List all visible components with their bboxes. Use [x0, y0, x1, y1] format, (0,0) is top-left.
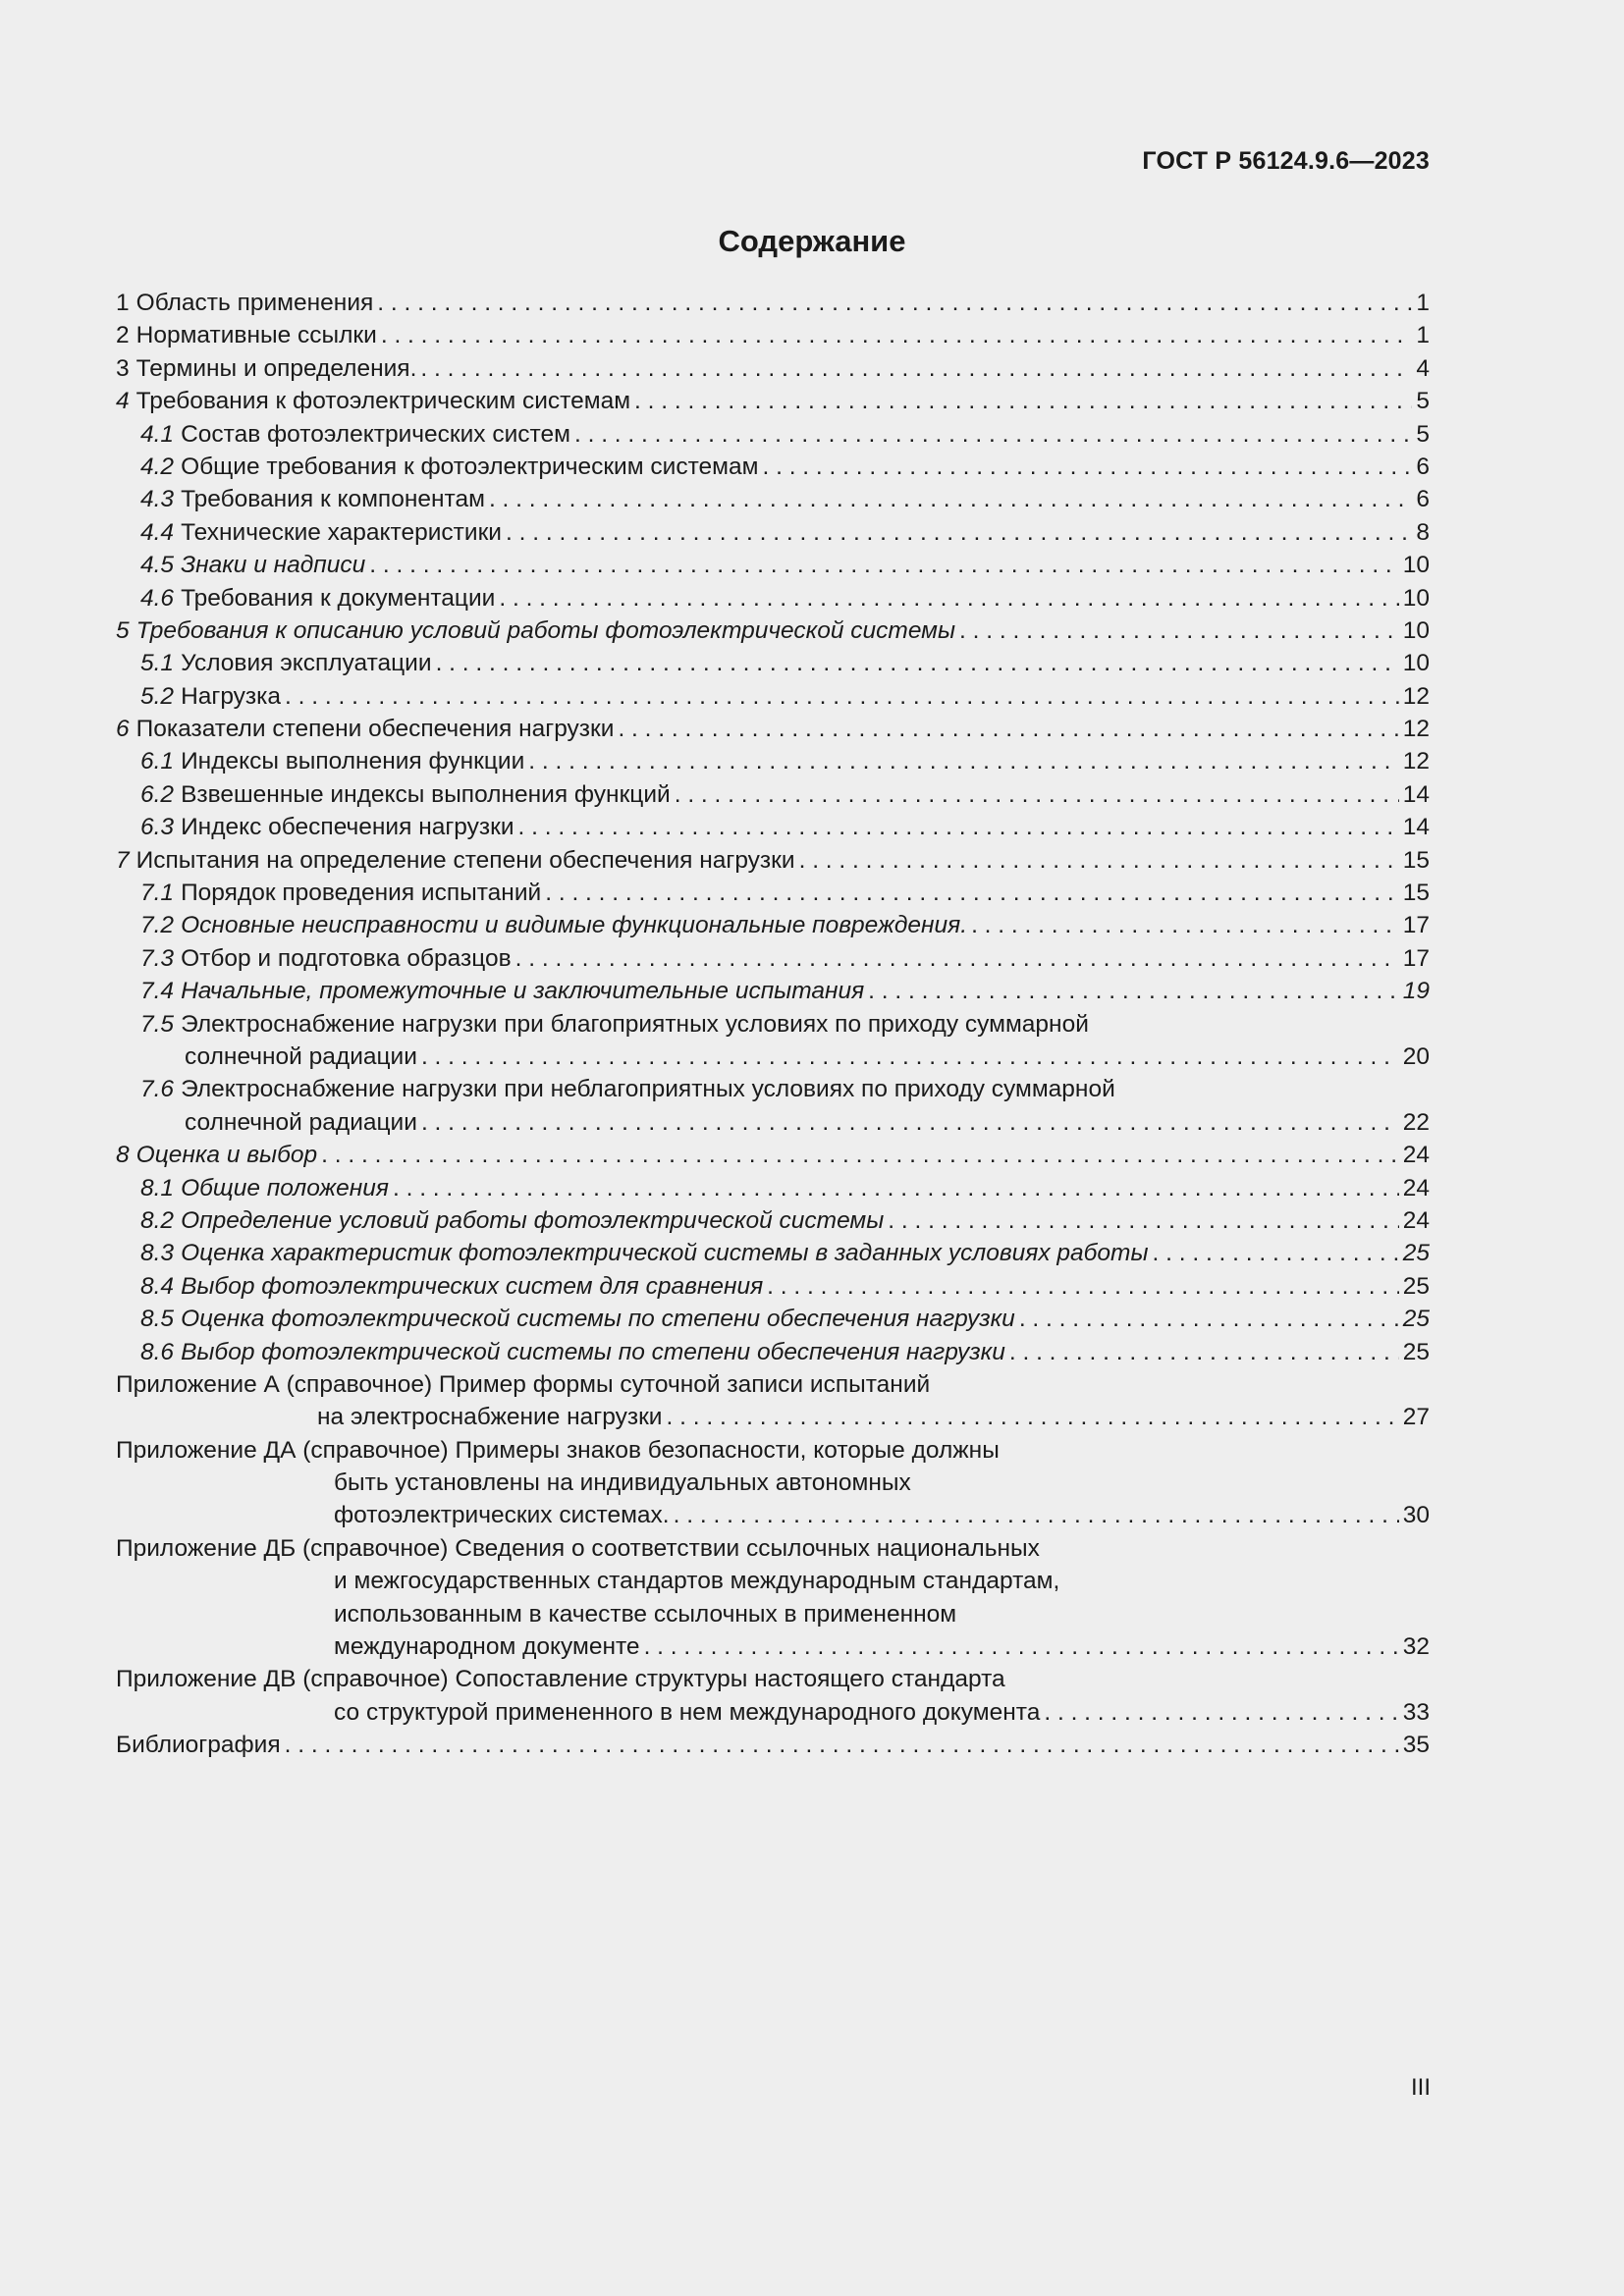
toc-entry-title: Электроснабжение нагрузки при благоприятных условиях по приходу суммарной: [181, 1010, 1089, 1038]
toc-entry-page: 24: [1402, 1174, 1430, 1201]
toc-title: Содержание: [718, 224, 906, 258]
toc-entry-title-cont: солнечной радиации: [185, 1042, 417, 1070]
toc-entry-title-cont: солнечной радиации: [185, 1108, 417, 1136]
toc-entry[interactable]: [116, 1008, 1430, 1041]
toc-entry-number: 7.1: [140, 880, 175, 907]
toc-leader-dots: [868, 975, 1399, 1007]
toc-entry-title: Требования к описанию условий работы фотоэлектрической системы: [135, 616, 955, 644]
toc-bibliography-title: Библиография: [116, 1732, 281, 1759]
toc-entry-number: 4.5: [140, 552, 175, 579]
toc-entry[interactable]: [116, 1073, 1430, 1105]
toc-entry[interactable]: [116, 713, 1430, 745]
toc-entry[interactable]: [116, 483, 1430, 515]
toc-appendix-continuation[interactable]: [116, 1499, 1430, 1531]
toc-entry-page: 1: [1416, 322, 1430, 349]
toc-entry-page: 25: [1402, 1306, 1430, 1333]
toc-entry-page: 10: [1402, 650, 1430, 677]
toc-entry-number: 5.1: [140, 650, 175, 677]
toc-entry-number: 6.3: [140, 814, 175, 841]
toc-entry-continuation[interactable]: [116, 1106, 1430, 1139]
toc-entry-number: 4.1: [140, 420, 175, 448]
toc-entry-title: Начальные, промежуточные и заключительные испытания: [181, 978, 865, 1005]
toc-entry-title: Требования к документации: [181, 584, 496, 612]
toc-entry-page: 32: [1402, 1633, 1430, 1661]
toc-entry-page: 17: [1402, 944, 1430, 972]
toc-entry-number: 8.6: [140, 1338, 175, 1365]
toc-entry-page: 27: [1402, 1404, 1430, 1431]
toc-entry-page: 8: [1416, 518, 1430, 546]
toc-appendix-title-cont: и межгосударственных стандартов международным стандартам,: [334, 1568, 1060, 1595]
toc-leader-dots: [489, 483, 1412, 515]
toc-entry-page: 35: [1402, 1732, 1430, 1759]
toc-entry-title: Область применения: [135, 290, 374, 316]
toc-entry[interactable]: [116, 614, 1430, 647]
toc-appendix-continuation[interactable]: [116, 1467, 1430, 1499]
toc-entry-number: 8: [116, 1142, 130, 1169]
toc-entry[interactable]: [116, 647, 1430, 679]
toc-entry-title: Показатели степени обеспечения нагрузки: [135, 716, 615, 743]
toc-entry[interactable]: [116, 418, 1430, 451]
toc-entry-title: Требования к компонентам: [181, 486, 485, 513]
toc-entry-page: 10: [1402, 584, 1430, 612]
toc-appendix-title-cont: фотоэлектрических системах.: [334, 1502, 670, 1529]
toc-entry-number: 7.4: [140, 978, 175, 1005]
toc-appendix-title-cont: использованным в качестве ссылочных в примененном: [334, 1600, 957, 1628]
toc-leader-dots: [377, 287, 1412, 319]
toc-entry-page: 12: [1402, 716, 1430, 743]
toc-entry[interactable]: [116, 811, 1430, 843]
toc-entry-title: Отбор и подготовка образцов: [181, 944, 512, 972]
toc-leader-dots: [381, 319, 1413, 351]
toc-appendix-continuation[interactable]: [116, 1565, 1430, 1597]
toc-entry-page: 6: [1416, 453, 1430, 480]
toc-entry-number: 2: [116, 322, 130, 349]
toc-entry-title: Требования к фотоэлектрическим системам: [135, 388, 631, 415]
toc-entry[interactable]: [116, 778, 1430, 811]
toc-leader-dots: [634, 385, 1412, 417]
toc-entry-title: Индекс обеспечения нагрузки: [181, 814, 514, 841]
toc-leader-dots: [285, 680, 1399, 713]
toc-appendix-title-cont: со структурой примененного в нем международного документа: [334, 1698, 1041, 1726]
toc-entry[interactable]: [116, 352, 1430, 385]
toc-bibliography[interactable]: [116, 1729, 1430, 1761]
toc-appendix-continuation[interactable]: [116, 1696, 1430, 1729]
toc-appendix-title: Приложение ДВ (справочное) Сопоставление структуры настоящего стандарта: [116, 1666, 1005, 1693]
toc-entry-number: 4.3: [140, 486, 175, 513]
toc-leader-dots: [674, 1499, 1399, 1531]
toc-entry-title: Нормативные ссылки: [135, 322, 377, 349]
toc-entry-page: 1: [1416, 290, 1430, 316]
toc-entry[interactable]: [116, 1336, 1430, 1368]
toc-leader-dots: [321, 1139, 1399, 1171]
toc-leader-dots: [1019, 1303, 1399, 1335]
toc-entry-number: 4: [116, 388, 130, 415]
toc-entry-title: Термины и определения.: [135, 354, 417, 382]
toc-entry-number: 7: [116, 846, 130, 874]
toc-entry-number: 4.2: [140, 453, 175, 480]
toc-entry[interactable]: [116, 975, 1430, 1007]
toc-entry-title: Общие положения: [181, 1174, 389, 1201]
toc-entry-title: Основные неисправности и видимые функциональные повреждения.: [181, 912, 968, 939]
toc-entry-number: 7.2: [140, 912, 175, 939]
toc-leader-dots: [506, 516, 1412, 549]
toc-entry[interactable]: [116, 451, 1430, 483]
toc-leader-dots: [767, 1270, 1399, 1303]
toc-leader-dots: [420, 352, 1412, 385]
toc-entry[interactable]: [116, 319, 1430, 351]
toc-entry-title: Определение условий работы фотоэлектрической системы: [181, 1206, 885, 1234]
toc-entry-page: 12: [1402, 682, 1430, 710]
toc-appendix-title: Приложение ДБ (справочное) Сведения о соответствии ссылочных национальных: [116, 1534, 1040, 1562]
toc-leader-dots: [369, 549, 1398, 581]
toc-leader-dots: [1044, 1696, 1398, 1729]
toc-entry-number: 3: [116, 354, 130, 382]
toc-entry-number: 1: [116, 290, 130, 316]
toc-leader-dots: [421, 1106, 1399, 1139]
toc-entry-page: 24: [1402, 1206, 1430, 1234]
toc-entry[interactable]: [116, 1139, 1430, 1171]
toc-leader-dots: [545, 877, 1399, 909]
toc-entry[interactable]: [116, 582, 1430, 614]
toc-entry-number: 7.5: [140, 1010, 175, 1038]
toc-entry-title: Испытания на определение степени обеспечения нагрузки: [135, 846, 795, 874]
toc-entry-page: 12: [1402, 748, 1430, 775]
toc-entry-title: Знаки и надписи: [181, 552, 366, 579]
toc-entry-title: Условия эксплуатации: [181, 650, 432, 677]
toc-leader-dots: [618, 713, 1398, 745]
toc-leader-dots: [574, 418, 1412, 451]
toc-entry[interactable]: [116, 909, 1430, 941]
toc-leader-dots: [762, 451, 1412, 483]
toc-appendix-a[interactable]: [116, 1368, 1430, 1401]
toc-entry-number: 6.1: [140, 748, 175, 775]
toc-entry-title: Оценка характеристик фотоэлектрической системы в заданных условиях работы: [181, 1240, 1149, 1267]
toc-entry-title: Выбор фотоэлектрической системы по степени обеспечения нагрузки: [181, 1338, 1005, 1365]
toc-appendix-continuation[interactable]: [116, 1401, 1430, 1433]
toc-leader-dots: [421, 1041, 1399, 1073]
toc-leader-dots: [644, 1630, 1399, 1663]
toc-entry[interactable]: [116, 745, 1430, 777]
standard-code: ГОСТ Р 56124.9.6—2023: [1142, 147, 1430, 175]
toc-entry-number: 4.4: [140, 518, 175, 546]
toc-entry-title: Оценка и выбор: [135, 1142, 318, 1169]
toc-entry-page: 15: [1402, 880, 1430, 907]
toc-entry-page: 15: [1402, 846, 1430, 874]
toc-appendix-title: Приложение А (справочное) Пример формы суточной записи испытаний: [116, 1370, 931, 1398]
table-of-contents: [116, 287, 1430, 1762]
toc-entry[interactable]: [116, 942, 1430, 975]
toc-leader-dots: [675, 778, 1399, 811]
toc-appendix-continuation[interactable]: [116, 1598, 1430, 1630]
toc-entry-number: 5.2: [140, 682, 175, 710]
toc-appendix-continuation[interactable]: [116, 1630, 1430, 1663]
toc-entry-number: 4.6: [140, 584, 175, 612]
toc-entry-number: 8.4: [140, 1272, 175, 1300]
toc-entry-page: 30: [1402, 1502, 1430, 1529]
toc-entry-number: 5: [116, 616, 130, 644]
toc-leader-dots: [1152, 1237, 1398, 1269]
toc-entry-number: 8.1: [140, 1174, 175, 1201]
toc-entry-page: 5: [1416, 388, 1430, 415]
toc-entry-title: Выбор фотоэлектрических систем для сравнения: [181, 1272, 764, 1300]
toc-entry-page: 20: [1402, 1042, 1430, 1070]
toc-entry[interactable]: [116, 1270, 1430, 1303]
page-number: III: [1410, 2074, 1431, 2101]
toc-entry[interactable]: [116, 516, 1430, 549]
toc-leader-dots: [515, 942, 1399, 975]
toc-entry-number: 8.2: [140, 1206, 175, 1234]
toc-entry-page: 25: [1402, 1338, 1430, 1365]
toc-entry-title: Индексы выполнения функции: [181, 748, 525, 775]
toc-entry-number: 6.2: [140, 780, 175, 808]
toc-entry-page: 25: [1402, 1240, 1430, 1267]
toc-appendix-title: Приложение ДА (справочное) Примеры знаков безопасности, которые должны: [116, 1436, 1000, 1464]
toc-entry-title: Электроснабжение нагрузки при неблагоприятных условиях по приходу суммарной: [181, 1076, 1115, 1103]
toc-entry[interactable]: [116, 877, 1430, 909]
toc-entry-title: Технические характеристики: [181, 518, 502, 546]
toc-entry-page: 14: [1402, 780, 1430, 808]
toc-entry-title: Порядок проведения испытаний: [181, 880, 542, 907]
toc-leader-dots: [436, 647, 1399, 679]
toc-entry-page: 17: [1402, 912, 1430, 939]
toc-entry-number: 6: [116, 716, 130, 743]
toc-appendix-title-cont: на электроснабжение нагрузки: [317, 1404, 663, 1431]
toc-entry-title: Взвешенные индексы выполнения функций: [181, 780, 671, 808]
toc-entry-title: Нагрузка: [181, 682, 282, 710]
toc-appendix-title-cont: быть установлены на индивидуальных автономных: [334, 1469, 911, 1497]
toc-entry-page: 10: [1402, 552, 1430, 579]
toc-entry[interactable]: [116, 1204, 1430, 1237]
toc-entry-page: 24: [1402, 1142, 1430, 1169]
toc-appendix-db[interactable]: [116, 1532, 1430, 1565]
toc-entry[interactable]: [116, 549, 1430, 581]
toc-entry-number: 8.5: [140, 1306, 175, 1333]
toc-entry-page: 4: [1416, 354, 1430, 382]
toc-entry-continuation[interactable]: [116, 1041, 1430, 1073]
toc-entry-page: 6: [1416, 486, 1430, 513]
toc-entry-page: 33: [1402, 1698, 1430, 1726]
toc-entry-number: 7.6: [140, 1076, 175, 1103]
toc-entry[interactable]: [116, 680, 1430, 713]
toc-entry-title: Общие требования к фотоэлектрическим системам: [181, 453, 759, 480]
toc-entry-page: 22: [1402, 1108, 1430, 1136]
toc-leader-dots: [499, 582, 1398, 614]
toc-entry[interactable]: [116, 385, 1430, 417]
toc-entry-number: 8.3: [140, 1240, 175, 1267]
toc-leader-dots: [799, 844, 1399, 877]
toc-appendix-da[interactable]: [116, 1434, 1430, 1467]
toc-leader-dots: [393, 1172, 1399, 1204]
toc-appendix-title-cont: международном документе: [334, 1633, 640, 1661]
toc-entry-title: Состав фотоэлектрических систем: [181, 420, 570, 448]
toc-entry[interactable]: [116, 1237, 1430, 1269]
toc-leader-dots: [285, 1729, 1399, 1761]
toc-entry-number: 7.3: [140, 944, 175, 972]
toc-entry-title: Оценка фотоэлектрической системы по степени обеспечения нагрузки: [181, 1306, 1015, 1333]
toc-entry-page: 25: [1402, 1272, 1430, 1300]
toc-entry[interactable]: [116, 287, 1430, 319]
toc-leader-dots: [888, 1204, 1398, 1237]
toc-leader-dots: [518, 811, 1399, 843]
toc-leader-dots: [959, 614, 1399, 647]
toc-entry-page: 5: [1416, 420, 1430, 448]
toc-entry[interactable]: [116, 844, 1430, 877]
toc-leader-dots: [1009, 1336, 1399, 1368]
toc-leader-dots: [528, 745, 1398, 777]
toc-entry[interactable]: [116, 1172, 1430, 1204]
toc-leader-dots: [666, 1401, 1398, 1433]
toc-appendix-dv[interactable]: [116, 1663, 1430, 1695]
toc-entry-page: 10: [1402, 616, 1430, 644]
toc-leader-dots: [971, 909, 1399, 941]
toc-entry[interactable]: [116, 1303, 1430, 1335]
toc-entry-page: 19: [1402, 978, 1430, 1005]
toc-entry-page: 14: [1402, 814, 1430, 841]
